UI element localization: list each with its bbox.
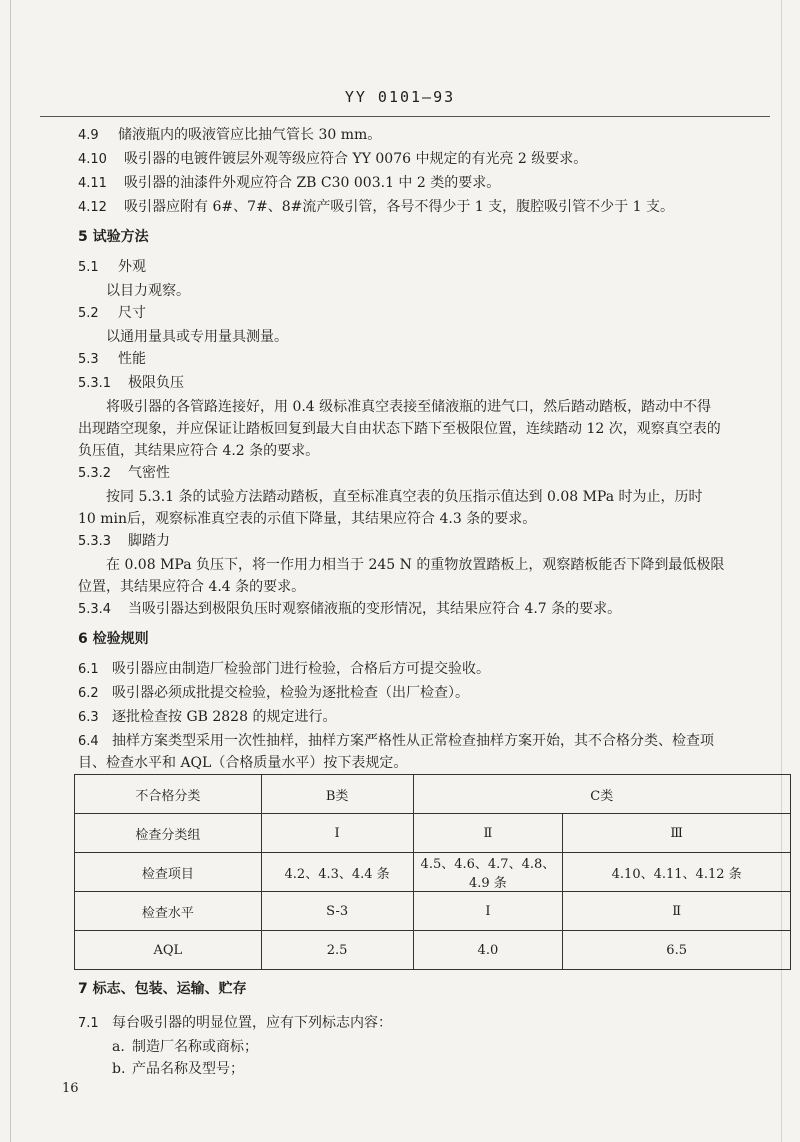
clause-text: 吸引器必须成批提交检验，检验为逐批检查（出厂检查）。 bbox=[112, 685, 469, 701]
paragraph-line: 按同 5.3.1 条的试验方法踏动踏板，直至标准真空表的负压指示值达到 0.08 MPa 时为止，历时 bbox=[106, 489, 703, 505]
table-row bbox=[75, 814, 791, 853]
table-cell: 4.2、4.3、4.4 条 bbox=[261, 853, 413, 892]
section-heading: 7 标志、包装、运输、贮存 bbox=[78, 981, 247, 997]
header-rule bbox=[40, 116, 770, 117]
table-cell: Ⅱ bbox=[413, 814, 563, 853]
clause-text: 每台吸引器的明显位置，应有下列标志内容： bbox=[112, 1015, 392, 1031]
clause-text: 当吸引器达到极限负压时观察储液瓶的变形情况，其结果应符合 4.7 条的要求。 bbox=[128, 601, 622, 617]
clause-number: 4.10 bbox=[78, 152, 107, 167]
clause-number: 5.3 bbox=[78, 352, 99, 367]
table-cell: 2.5 bbox=[261, 931, 413, 970]
table-cell: 4.5、4.6、4.7、4.8、4.9 条 bbox=[413, 853, 563, 892]
standard-header: YY 0101—93 bbox=[344, 88, 456, 106]
clause-number: 6.2 bbox=[78, 686, 99, 701]
clause-title: 性能 bbox=[118, 351, 146, 367]
clause-title: 气密性 bbox=[128, 465, 170, 481]
clause-number: 5.2 bbox=[78, 306, 99, 321]
section-heading: 6 检验规则 bbox=[78, 631, 149, 647]
sampling-table bbox=[74, 774, 791, 970]
clause-number: 5.3.2 bbox=[78, 466, 112, 481]
scan-left-edge bbox=[10, 0, 11, 1142]
table-row bbox=[75, 892, 791, 931]
clause-number: 6.1 bbox=[78, 662, 99, 677]
clause-number: 6.3 bbox=[78, 710, 99, 725]
clause-number: 5.3.4 bbox=[78, 602, 112, 617]
table-cell: 4.10、4.11、4.12 条 bbox=[563, 853, 791, 892]
table-cell: Ⅲ bbox=[563, 814, 791, 853]
clause-number: 4.9 bbox=[78, 128, 99, 143]
paragraph-line: 抽样方案类型采用一次性抽样，抽样方案严格性从正常检查抽样方案开始，其不合格分类、检查项 bbox=[112, 733, 714, 749]
table-header-cell: B类 bbox=[261, 775, 413, 814]
list-item: 制造厂名称或商标； bbox=[132, 1039, 258, 1055]
clause-number: 6.4 bbox=[78, 734, 99, 749]
clause-number: 4.12 bbox=[78, 200, 107, 215]
clause-title: 极限负压 bbox=[128, 375, 184, 391]
clause-number: 5.3.3 bbox=[78, 534, 112, 549]
table-row-label: 检查分类组 bbox=[75, 814, 262, 853]
scan-right-edge bbox=[781, 0, 782, 1142]
clause-text: 储液瓶内的吸液管应比抽气管长 30 mm。 bbox=[118, 127, 382, 143]
table-header-cell: C类 bbox=[413, 775, 791, 814]
clause-title: 外观 bbox=[118, 259, 146, 275]
clause-number: 7.1 bbox=[78, 1016, 99, 1031]
table-cell: I bbox=[261, 814, 413, 853]
clause-text: 吸引器的油漆件外观应符合 ZB C30 003.1 中 2 类的要求。 bbox=[124, 175, 501, 191]
paragraph-line: 将吸引器的各管路连接好，用 0.4 级标准真空表接至储液瓶的进气口，然后踏动踏板，踏动中不得 bbox=[106, 399, 712, 415]
table-cell: Ⅱ bbox=[563, 892, 791, 931]
list-item-marker: a. bbox=[112, 1039, 125, 1055]
table-header-row bbox=[75, 775, 791, 814]
table-row bbox=[75, 853, 791, 892]
table-header-cell: 不合格分类 bbox=[75, 775, 262, 814]
clause-text: 吸引器应附有 6#、7#、8#流产吸引管，各号不得少于 1 支，腹腔吸引管不少于 1 支。 bbox=[124, 199, 674, 215]
paragraph-line: 负压值，其结果应符合 4.2 条的要求。 bbox=[78, 443, 320, 459]
clause-text: 逐批检查按 GB 2828 的规定进行。 bbox=[112, 709, 337, 725]
clause-number: 4.11 bbox=[78, 176, 107, 191]
table-cell: S-3 bbox=[261, 892, 413, 931]
table-row-label: 检查项目 bbox=[75, 853, 262, 892]
list-item-marker: b. bbox=[112, 1061, 126, 1077]
paragraph-line: 位置，其结果应符合 4.4 条的要求。 bbox=[78, 579, 306, 595]
section-heading: 5 试验方法 bbox=[78, 229, 149, 245]
table-cell: 6.5 bbox=[563, 931, 791, 970]
clause-text: 吸引器应由制造厂检验部门进行检验，合格后方可提交验收。 bbox=[112, 661, 490, 677]
list-item: 产品名称及型号； bbox=[132, 1061, 244, 1077]
clause-number: 5.1 bbox=[78, 260, 99, 275]
table-row bbox=[75, 931, 791, 970]
paragraph-line: 出现踏空现象，并应保证让踏板回复到最大自由状态下踏下至极限位置，连续踏动 12 次，观察真空表的 bbox=[78, 421, 721, 437]
clause-title: 脚踏力 bbox=[128, 533, 170, 549]
clause-body: 以目力观察。 bbox=[106, 283, 190, 299]
table-row-label: 检查水平 bbox=[75, 892, 262, 931]
paragraph-line: 在 0.08 MPa 负压下，将一作用力相当于 245 N 的重物放置踏板上，观察踏板能否下降到最低极限 bbox=[106, 557, 725, 573]
table-cell: I bbox=[413, 892, 563, 931]
paragraph-line: 10 min后，观察标准真空表的示值下降量，其结果应符合 4.3 条的要求。 bbox=[78, 511, 537, 527]
clause-body: 以通用量具或专用量具测量。 bbox=[106, 329, 288, 345]
clause-number: 5.3.1 bbox=[78, 376, 112, 391]
table-row-label: AQL bbox=[75, 931, 262, 970]
clause-title: 尺寸 bbox=[118, 305, 146, 321]
paragraph-line: 目、检查水平和 AQL（合格质量水平）按下表规定。 bbox=[78, 755, 408, 771]
table-cell: 4.0 bbox=[413, 931, 563, 970]
page-number: 16 bbox=[62, 1081, 79, 1096]
clause-text: 吸引器的电镀件镀层外观等级应符合 YY 0076 中规定的有光亮 2 级要求。 bbox=[124, 151, 588, 167]
